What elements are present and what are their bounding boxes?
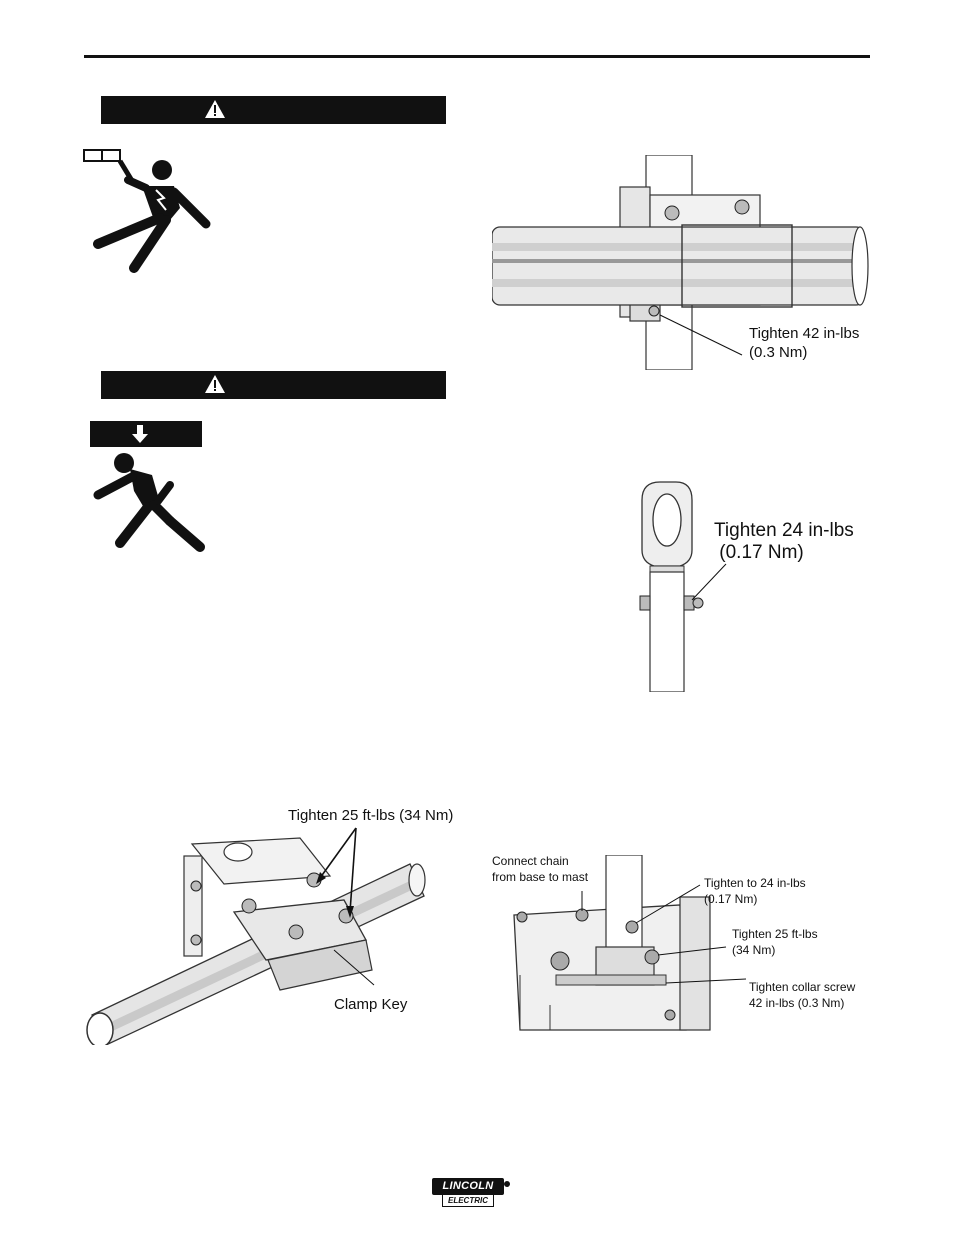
falling-equipment-warning-icon [90,421,205,558]
callout-42-in-lbs: Tighten 42 in-lbs [749,325,860,342]
logo-top-text: LINCOLN [432,1178,504,1195]
callout-34-nm: (34 Nm) [732,943,776,957]
callout-0-3-nm: (0.3 Nm) [749,344,808,361]
warning-bar-1 [101,96,446,124]
warning-triangle-icon [204,374,226,394]
lincoln-electric-logo [432,1178,510,1208]
callout-24-in-lbs: Tighten 24 in-lbs [714,520,854,541]
registered-mark-icon [504,1181,510,1187]
callout-connect-chain: Connect chain [492,854,569,868]
figure-rail-clamp-top [492,155,872,370]
callout-tighten-to-24: Tighten to 24 in-lbs [704,876,806,890]
logo-bottom-text: ELECTRIC [442,1194,494,1207]
callout-25-ft-lbs: Tighten 25 ft-lbs (34 Nm) [288,807,454,824]
callout-clamp-key: Clamp Key [334,996,408,1013]
warning-triangle-icon [204,99,226,119]
callout-tighten-25: Tighten 25 ft-lbs [732,927,818,941]
electric-shock-warning-icon [82,148,217,283]
figure-clamp-key [84,800,464,1045]
figure-eye-bolt [630,480,854,692]
callout-0-17-nm-2: (0.17 Nm) [704,892,758,906]
callout-base-to-mast: from base to mast [492,870,589,884]
figure-base-assembly [490,855,870,1035]
warning-bar-2 [101,371,446,399]
callout-0-17-nm: (0.17 Nm) [714,542,804,563]
callout-collar-screw: Tighten collar screw [749,980,856,994]
callout-42-in-lbs-2: 42 in-lbs (0.3 Nm) [749,996,845,1010]
header-rule [84,55,870,58]
